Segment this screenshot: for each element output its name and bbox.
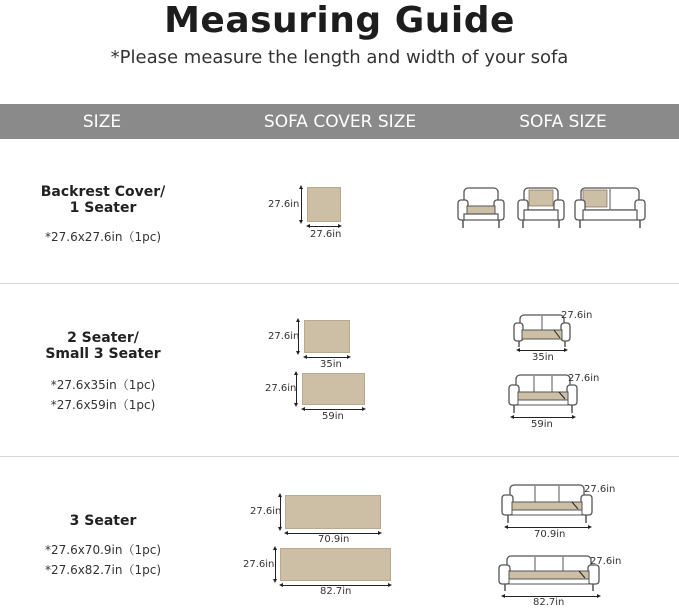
size-spec: *27.6x59in（1pc): [50, 398, 156, 412]
size-name: 3 Seater: [69, 513, 137, 529]
armchair-icon: [456, 186, 506, 230]
three-seat-sofa-icon: [500, 483, 594, 525]
row-divider: [0, 456, 679, 457]
height-arrow: [275, 549, 276, 580]
sofa-depth-label: 27.6in: [561, 310, 593, 321]
cover-swatch: [302, 373, 365, 405]
width-arrow: [306, 357, 348, 358]
page-subtitle: *Please measure the length and width of your sofa: [110, 47, 569, 68]
width-arrow: [304, 409, 363, 410]
header-size: SIZE: [82, 112, 122, 132]
size-spec: *27.6x27.6in（1pc): [44, 230, 161, 244]
height-label: 27.6in: [268, 331, 300, 342]
height-label: 27.6in: [268, 199, 300, 210]
width-label: 27.6in: [310, 229, 342, 240]
sofa-width-label: 59in: [531, 419, 553, 430]
cover-swatch: [280, 548, 391, 581]
sofa-width-arrow: [519, 350, 565, 351]
sofa-width-label: 82.7in: [533, 597, 565, 608]
size-name: 1 Seater: [69, 200, 137, 216]
sofa-depth-label: 27.6in: [584, 484, 616, 495]
width-label: 82.7in: [320, 586, 352, 597]
size-name: Backrest Cover/: [40, 184, 166, 200]
height-label: 27.6in: [243, 559, 275, 570]
armchair-backrest-icon: [516, 186, 566, 230]
height-label: 27.6in: [250, 506, 282, 517]
height-arrow: [301, 188, 302, 221]
size-name: 2 Seater/: [67, 330, 139, 346]
sofa-width-label: 70.9in: [534, 529, 566, 540]
cover-swatch: [304, 320, 350, 353]
table-header: [0, 104, 679, 139]
size-spec: *27.6x82.7in（1pc): [44, 563, 161, 577]
width-arrow: [309, 226, 339, 227]
cover-swatch: [285, 495, 381, 529]
width-label: 35in: [320, 359, 342, 370]
size-spec: *27.6x70.9in（1pc): [44, 543, 161, 557]
size-spec: *27.6x35in（1pc): [50, 378, 156, 392]
sofa-depth-label: 27.6in: [568, 373, 600, 384]
size-name: Small 3 Seater: [45, 346, 161, 362]
loveseat-backrest-icon: [573, 186, 647, 230]
cover-swatch: [307, 187, 341, 222]
large-three-seat-sofa-icon: [497, 554, 601, 594]
sofa-width-arrow: [507, 527, 589, 528]
width-label: 70.9in: [318, 534, 350, 545]
height-label: 27.6in: [265, 383, 297, 394]
sofa-depth-label: 27.6in: [590, 556, 622, 567]
header-cover-size: SOFA COVER SIZE: [263, 112, 417, 132]
sofa-width-label: 35in: [532, 352, 554, 363]
sofa-width-arrow: [513, 417, 573, 418]
width-label: 59in: [322, 411, 344, 422]
page-title: Measuring Guide: [164, 0, 515, 41]
row-divider: [0, 283, 679, 284]
header-sofa-size: SOFA SIZE: [519, 112, 607, 132]
